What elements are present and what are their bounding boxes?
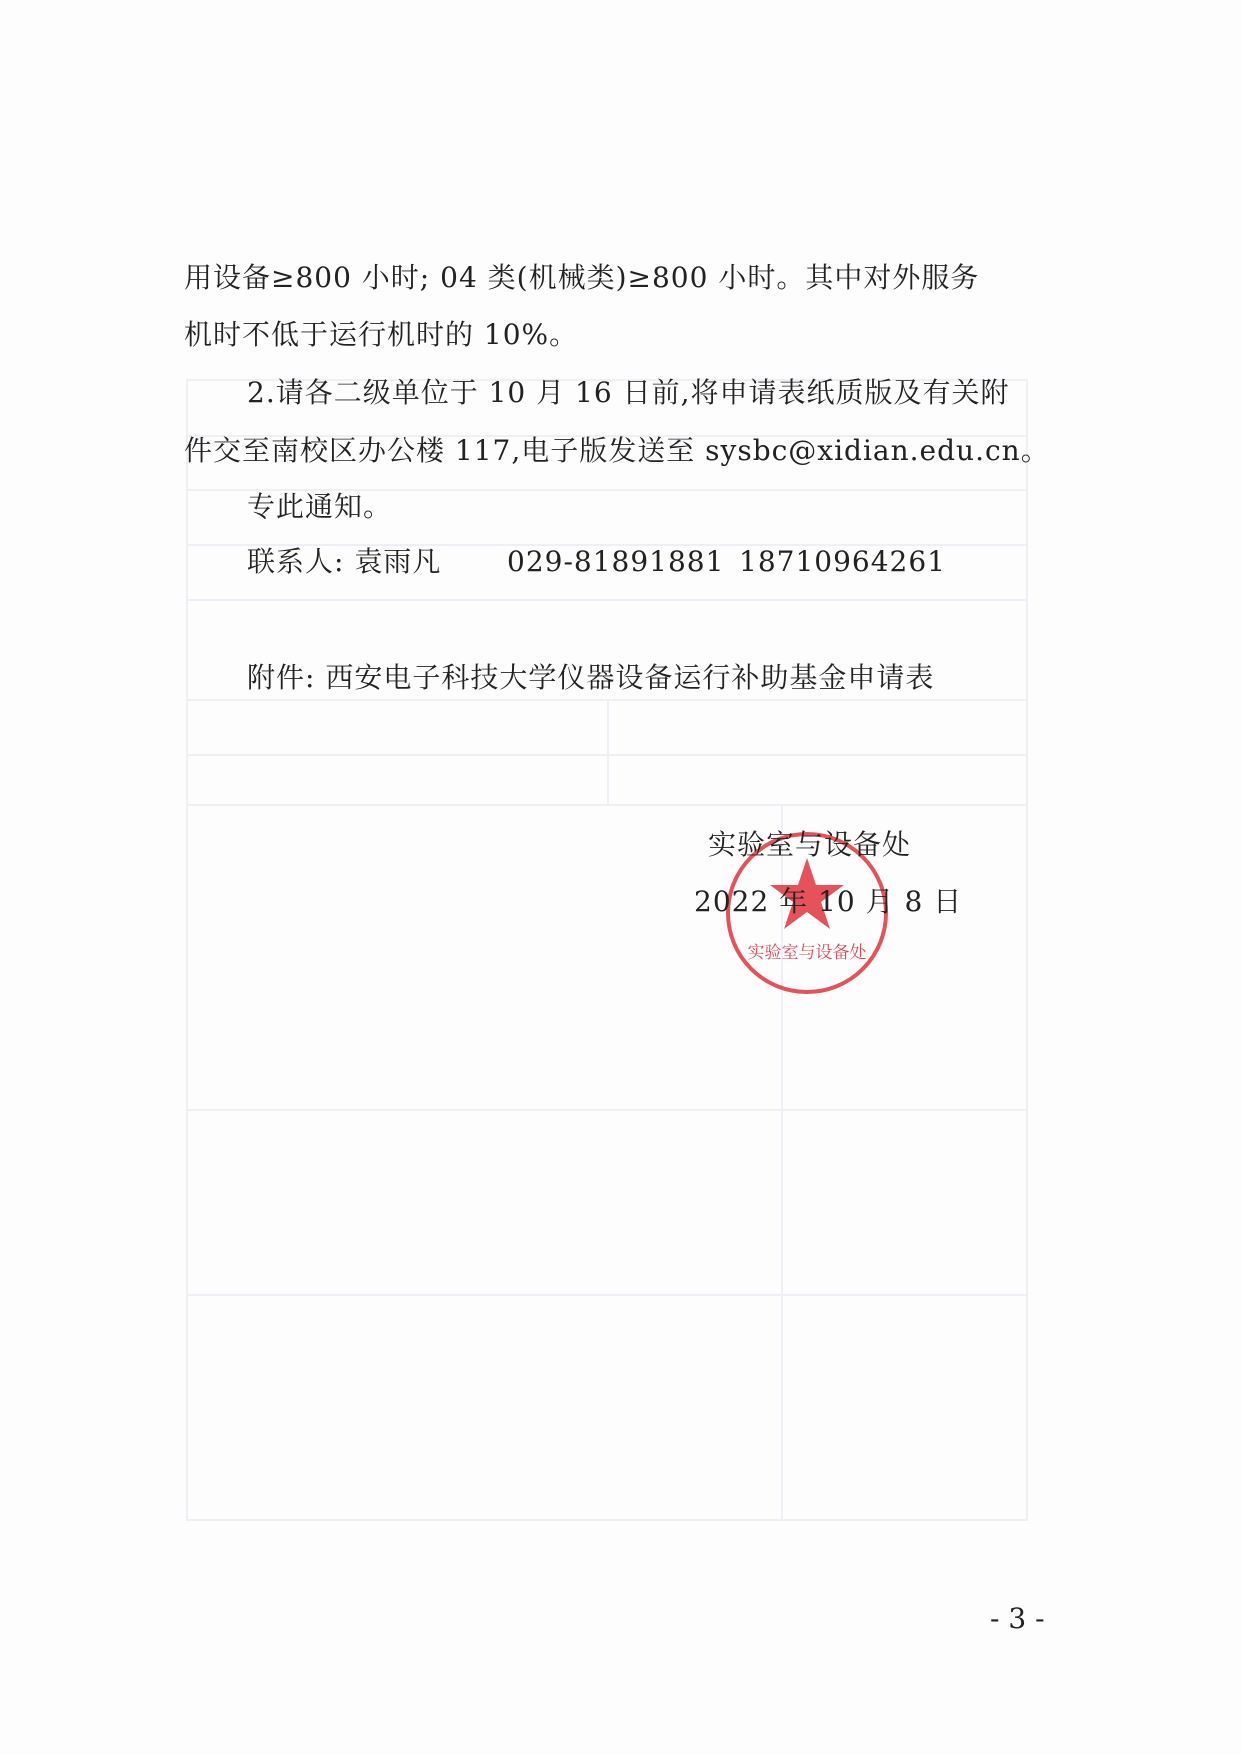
body-line-3: 2.请各二级单位于 10 月 16 日前,将申请表纸质版及有关附	[247, 376, 1010, 409]
contact-name: 联系人: 袁雨凡	[247, 545, 442, 578]
closing-line: 专此通知。	[247, 490, 393, 523]
body-line-1: 用设备≥800 小时; 04 类(机械类)≥800 小时。其中对外服务	[184, 261, 980, 294]
contact-line	[247, 542, 946, 582]
body-line-2: 机时不低于运行机时的 10%。	[184, 318, 579, 351]
contact-phone-1: 029-81891881	[507, 545, 725, 578]
signature-date: 2022 年 10 月 8 日	[694, 885, 963, 918]
body-line-4: 件交至南校区办公楼 117,电子版发送至 sysbc@xidian.edu.cn。	[184, 434, 1050, 467]
page-number: - 3 -	[990, 1602, 1045, 1635]
seal-inner-text: 实验室与设备处	[747, 943, 867, 963]
signature-org: 实验室与设备处	[708, 828, 912, 861]
contact-phone-2: 18710964261	[739, 545, 946, 578]
attachment-line: 附件: 西安电子科技大学仪器设备运行补助基金申请表	[247, 661, 935, 694]
